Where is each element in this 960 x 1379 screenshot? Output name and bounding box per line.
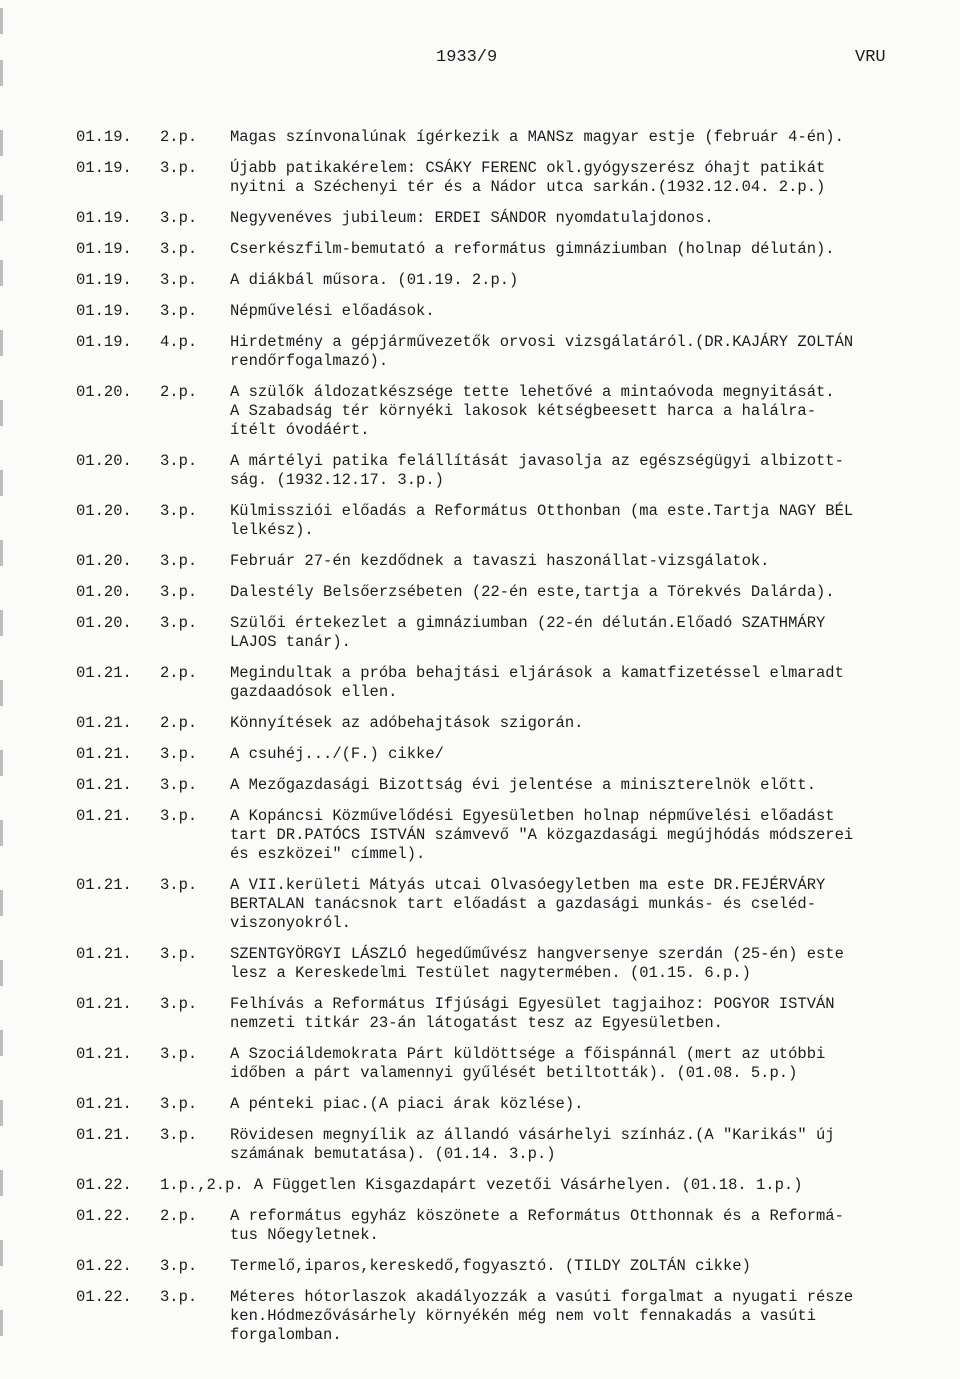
entry-text: Rövidesen megnyílik az állandó vásárhelyi színház.(A "Karikás" új számának bemutatása). (01.14. 3.p.) xyxy=(230,1126,835,1163)
entry-page: 4.p. xyxy=(160,333,198,351)
entry-text: Könnyítések az adóbehajtások szigorán. xyxy=(230,714,584,732)
entry-text: Megindultak a próba behajtási eljárások a kamatfizetéssel elmaradt gazdaadósok ellen. xyxy=(230,664,844,701)
entry-date: 01.21. xyxy=(76,1095,132,1113)
entry-text: Dalestély Belsőerzsébeten (22-én este,tartja a Törekvés Dalárda). xyxy=(230,583,835,601)
list-item xyxy=(76,807,936,864)
entry-text: A Kopáncsi Közművelődési Egyesületben holnap népművelési előadást tart DR.PATÓCS ISTVÁN számvevő "A közgazdasági megújhódás módszerei és eszközei" címmel). xyxy=(230,807,854,863)
entry-text: Cserkészfilm-bemutató a református gimnáziumban (holnap délután). xyxy=(230,240,835,258)
entry-page: 3.p. xyxy=(160,876,198,894)
header-year: 1933/9 xyxy=(436,48,498,67)
entry-date: 01.20. xyxy=(76,452,132,470)
entry-date: 01.19. xyxy=(76,159,132,177)
entry-text: A VII.kerületi Mátyás utcai Olvasóegyletben ma este DR.FEJÉRVÁRY BERTALAN tanácsnok tart előadást a gazdasági munkás- és cseléd- viszonyokról. xyxy=(230,876,826,932)
entry-page: 2.p. xyxy=(160,383,198,401)
entry-date: 01.19. xyxy=(76,128,132,146)
entry-date: 01.22. xyxy=(76,1257,132,1275)
list-item xyxy=(76,1176,936,1195)
entry-text: SZENTGYÖRGYI LÁSZLÓ hegedűművész hangversenye szerdán (25-én) este lesz a Kereskedelmi Testület nagytermében. (01.15. 6.p.) xyxy=(230,945,844,982)
entry-page: 3.p. xyxy=(160,1095,198,1113)
list-item xyxy=(76,876,936,933)
entry-text: A Független Kisgazdapárt vezetői Vásárhelyen. (01.18. 1.p.) xyxy=(253,1176,803,1194)
list-item xyxy=(76,776,936,795)
binding-marks xyxy=(0,0,4,1379)
entry-page: 3.p. xyxy=(160,502,198,520)
entry-text: A csuhéj.../(F.) cikke/ xyxy=(230,745,444,763)
entry-page: 3.p. xyxy=(160,1257,198,1275)
list-item xyxy=(76,745,936,764)
entry-page: 2.p. xyxy=(160,128,198,146)
list-item xyxy=(76,128,936,147)
entry-date: 01.19. xyxy=(76,333,132,351)
list-item xyxy=(76,995,936,1033)
entry-text: A mártélyi patika felállítását javasolja az egészségügyi albizott- ság. (1932.12.17. 3.p.) xyxy=(230,452,844,489)
entry-date: 01.21. xyxy=(76,776,132,794)
entry-page: 3.p. xyxy=(160,159,198,177)
entry-date: 01.21. xyxy=(76,807,132,825)
entry-page: 3.p. xyxy=(160,745,198,763)
entry-text: Február 27-én kezdődnek a tavaszi haszonállat-vizsgálatok. xyxy=(230,552,770,570)
entry-page: 3.p. xyxy=(160,302,198,320)
entry-date: 01.19. xyxy=(76,302,132,320)
entry-text: Szülői értekezlet a gimnáziumban (22-én délután.Előadó SZATHMÁRY LAJOS tanár). xyxy=(230,614,826,651)
entry-date: 01.19. xyxy=(76,209,132,227)
list-item xyxy=(76,383,936,440)
entry-date: 01.22. xyxy=(76,1288,132,1306)
entry-date: 01.20. xyxy=(76,552,132,570)
entry-text: A református egyház köszönete a Református Otthonnak és a Reformá- tus Nőegyletnek. xyxy=(230,1207,844,1244)
entry-page: 2.p. xyxy=(160,1207,198,1225)
list-item xyxy=(76,452,936,490)
entry-date: 01.21. xyxy=(76,1045,132,1063)
entry-date: 01.21. xyxy=(76,876,132,894)
list-item xyxy=(76,1045,936,1083)
list-item xyxy=(76,1095,936,1114)
entry-page: 3.p. xyxy=(160,583,198,601)
list-item xyxy=(76,333,936,371)
list-item xyxy=(76,945,936,983)
entry-page: 3.p. xyxy=(160,776,198,794)
entry-date: 01.21. xyxy=(76,714,132,732)
list-item xyxy=(76,1257,936,1276)
entry-page: 3.p. xyxy=(160,209,198,227)
entry-text: Méteres hótorlaszok akadályozzák a vasúti forgalmat a nyugati része ken.Hódmezővásárhely környékén még nem volt fennakadás a vasúti forgalomban. xyxy=(230,1288,854,1344)
list-item xyxy=(76,1207,936,1245)
list-item xyxy=(76,159,936,197)
entry-page: 3.p. xyxy=(160,614,198,632)
entry-date: 01.19. xyxy=(76,240,132,258)
entry-text: A pénteki piac.(A piaci árak közlése). xyxy=(230,1095,584,1113)
entry-page: 3.p. xyxy=(160,271,198,289)
entry-page: 2.p. xyxy=(160,714,198,732)
entry-page: 3.p. xyxy=(160,1288,198,1306)
entry-text: Újabb patikakérelem: CSÁKY FERENC okl.gyógyszerész óhajt patikát nyitni a Széchenyi tér és a Nádor utca sarkán.(1932.12.04. 2.p.) xyxy=(230,159,826,196)
entry-date: 01.20. xyxy=(76,383,132,401)
entry-page: 3.p. xyxy=(160,1045,198,1063)
entry-text: A Mezőgazdasági Bizottság évi jelentése a miniszterelnök előtt. xyxy=(230,776,816,794)
list-item xyxy=(76,240,936,259)
entry-list xyxy=(76,128,936,1357)
list-item xyxy=(76,583,936,602)
entry-text: Felhívás a Református Ifjúsági Egyesület tagjaihoz: POGYOR ISTVÁN nemzeti titkár 23-án látogatást tesz az Egyesületben. xyxy=(230,995,835,1032)
list-item xyxy=(76,271,936,290)
page-header xyxy=(0,40,960,70)
entry-date: 01.21. xyxy=(76,945,132,963)
list-item xyxy=(76,209,936,228)
entry-page: 3.p. xyxy=(160,240,198,258)
entry-page: 1.p.,2.p. xyxy=(160,1176,244,1194)
entry-text: A diákbál műsora. (01.19. 2.p.) xyxy=(230,271,519,289)
entry-text: Külmissziói előadás a Református Otthonban (ma este.Tartja NAGY BÉL lelkész). xyxy=(230,502,854,539)
entry-text: Magas színvonalúnak ígérkezik a MANSz magyar estje (február 4-én). xyxy=(230,128,844,146)
list-item xyxy=(76,302,936,321)
entry-page: 3.p. xyxy=(160,945,198,963)
entry-date: 01.22. xyxy=(76,1207,132,1225)
entry-date: 01.21. xyxy=(76,1126,132,1144)
list-item xyxy=(76,614,936,652)
entry-date: 01.21. xyxy=(76,995,132,1013)
list-item xyxy=(76,502,936,540)
entry-page: 3.p. xyxy=(160,552,198,570)
entry-page: 2.p. xyxy=(160,664,198,682)
entry-date: 01.21. xyxy=(76,664,132,682)
entry-text: A Szociáldemokrata Párt küldöttsége a főispánnál (mert az utóbbi időben a párt valamennyi gyűlését betiltották). (01.08. 5.p.) xyxy=(230,1045,826,1082)
entry-page: 3.p. xyxy=(160,452,198,470)
list-item xyxy=(76,1126,936,1164)
entry-date: 01.20. xyxy=(76,614,132,632)
entry-date: 01.22. xyxy=(76,1176,132,1194)
entry-page: 3.p. xyxy=(160,1126,198,1144)
list-item xyxy=(76,1288,936,1345)
entry-text: Termelő,iparos,kereskedő,fogyasztó. (TILDY ZOLTÁN cikke) xyxy=(230,1257,751,1275)
entry-page: 3.p. xyxy=(160,995,198,1013)
entry-date: 01.19. xyxy=(76,271,132,289)
entry-date: 01.21. xyxy=(76,745,132,763)
list-item xyxy=(76,714,936,733)
entry-page: 3.p. xyxy=(160,807,198,825)
entry-date: 01.20. xyxy=(76,502,132,520)
entry-text: Hirdetmény a gépjárművezetők orvosi vizsgálatáról.(DR.KAJÁRY ZOLTÁN rendőrfogalmazó). xyxy=(230,333,854,370)
entry-text: A szülők áldozatkészsége tette lehetővé a mintaóvoda megnyitását. A Szabadság tér környéki lakosok kétségbeesett harca a halálra- ítélt óvodáért. xyxy=(230,383,835,439)
list-item xyxy=(76,664,936,702)
list-item xyxy=(76,552,936,571)
entry-text: Negyvenéves jubileum: ERDEI SÁNDOR nyomdatulajdonos. xyxy=(230,209,714,227)
header-code: VRU xyxy=(855,48,886,67)
entry-date: 01.20. xyxy=(76,583,132,601)
entry-text: Népművelési előadások. xyxy=(230,302,435,320)
